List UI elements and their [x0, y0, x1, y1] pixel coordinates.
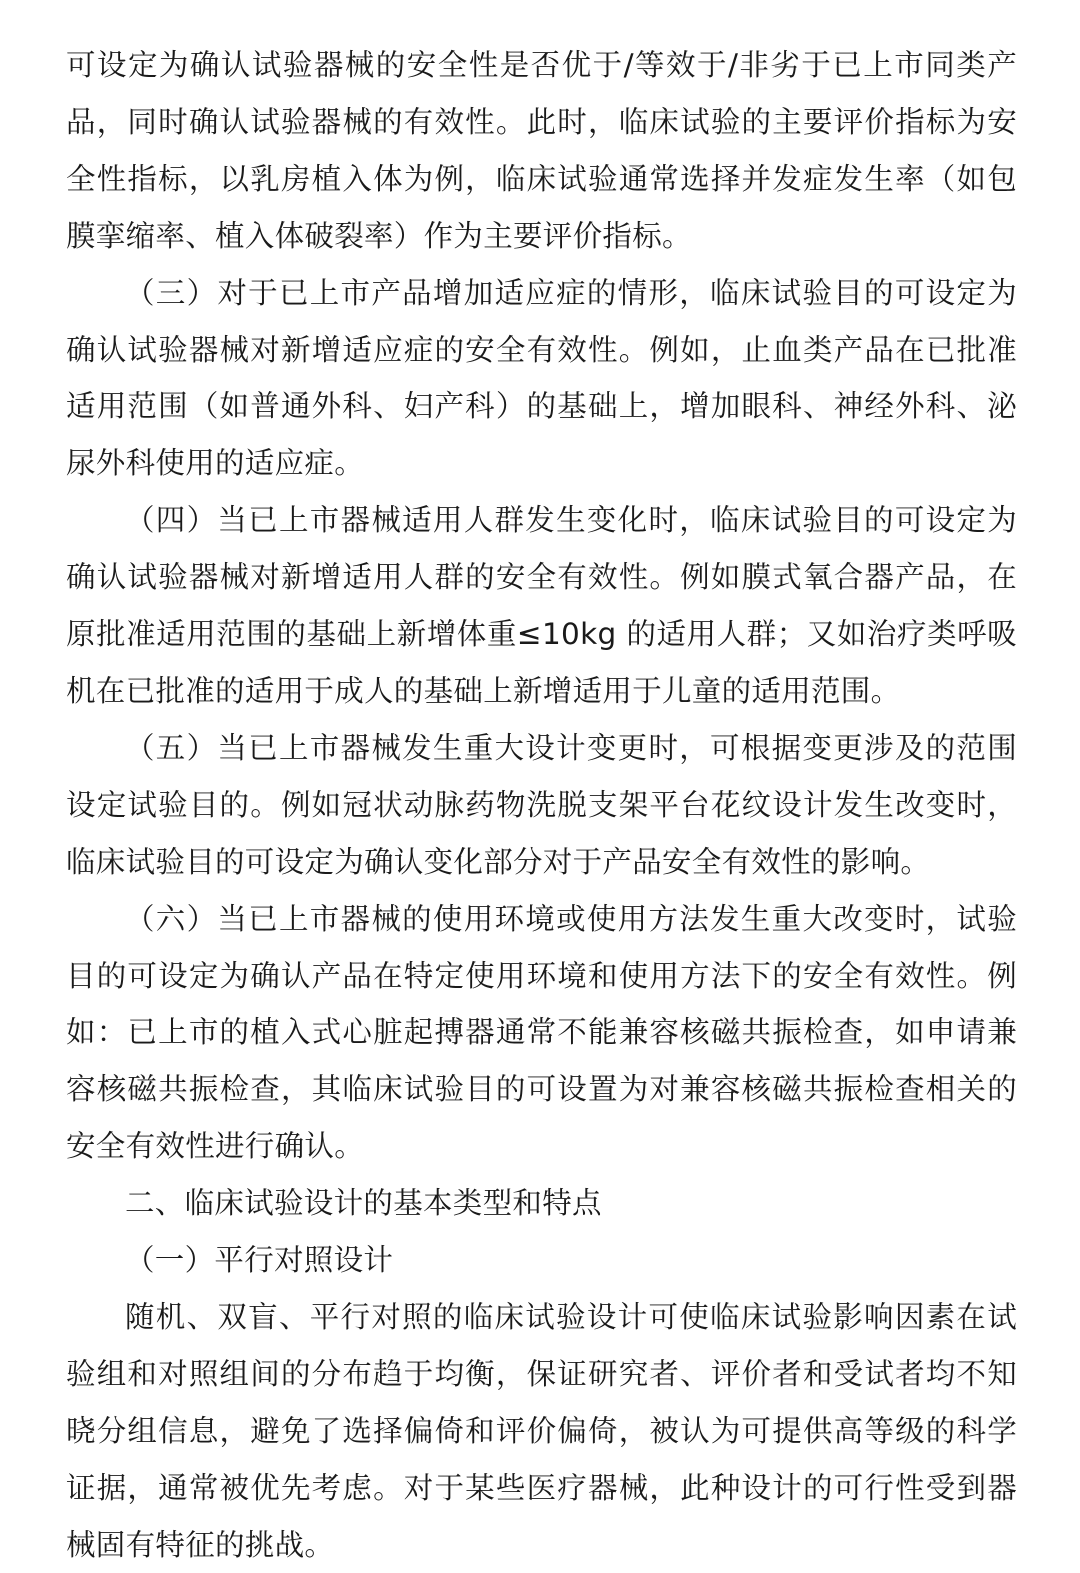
document-page — [66, 37, 1017, 1573]
paragraph-6: （六）当已上市器械的使用环境或使用方法发生重大改变时，试验目的可设定为确认产品在特定使用环境和使用方法下的安全有效性。例如：已上市的植入式心脏起搏器通常不能兼容核磁共振检查，如申请兼容核磁共振检查，其临床试验目的可设置为对兼容核磁共振检查相关的安全有效性进行确认。 — [66, 901, 1017, 1164]
paragraph-continued: 可设定为确认试验器械的安全性是否优于/等效于/非劣于已上市同类产品，同时确认试验器械的有效性。此时，临床试验的主要评价指标为安全性指标，以乳房植入体为例，临床试验通常选择并发症发生率（如包膜挛缩率、植入体破裂率）作为主要评价指标。 — [66, 48, 1017, 253]
paragraph-4: （四）当已上市器械适用人群发生变化时，临床试验目的可设定为确认试验器械对新增适用人群的安全有效性。例如膜式氧合器产品，在原批准适用范围的基础上新增体重≤10kg 的适用人群；又如治疗类呼吸机在已批准的适用于成人的基础上新增适用于儿童的适用范围。 — [66, 503, 1017, 708]
section-heading: 二、临床试验设计的基本类型和特点 — [125, 1186, 602, 1221]
subsection-heading: （一）平行对照设计 — [125, 1243, 394, 1278]
paragraph-parallel-control: 随机、双盲、平行对照的临床试验设计可使临床试验影响因素在试验组和对照组间的分布趋于均衡，保证研究者、评价者和受试者均不知晓分组信息，避免了选择偏倚和评价偏倚，被认为可提供高等级的科学证据，通常被优先考虑。对于某些医疗器械，此种设计的可行性受到器械固有特征的挑战。 — [66, 1299, 1017, 1562]
paragraph-3: （三）对于已上市产品增加适应症的情形，临床试验目的可设定为确认试验器械对新增适应症的安全有效性。例如，止血类产品在已批准适用范围（如普通外科、妇产科）的基础上，增加眼科、神经外科、泌尿外科使用的适应症。 — [66, 275, 1017, 481]
paragraph-5: （五）当已上市器械发生重大设计变更时，可根据变更涉及的范围设定试验目的。例如冠状动脉药物洗脱支架平台花纹设计发生改变时，临床试验目的可设定为确认变化部分对于产品安全有效性的影响。 — [66, 730, 1017, 879]
